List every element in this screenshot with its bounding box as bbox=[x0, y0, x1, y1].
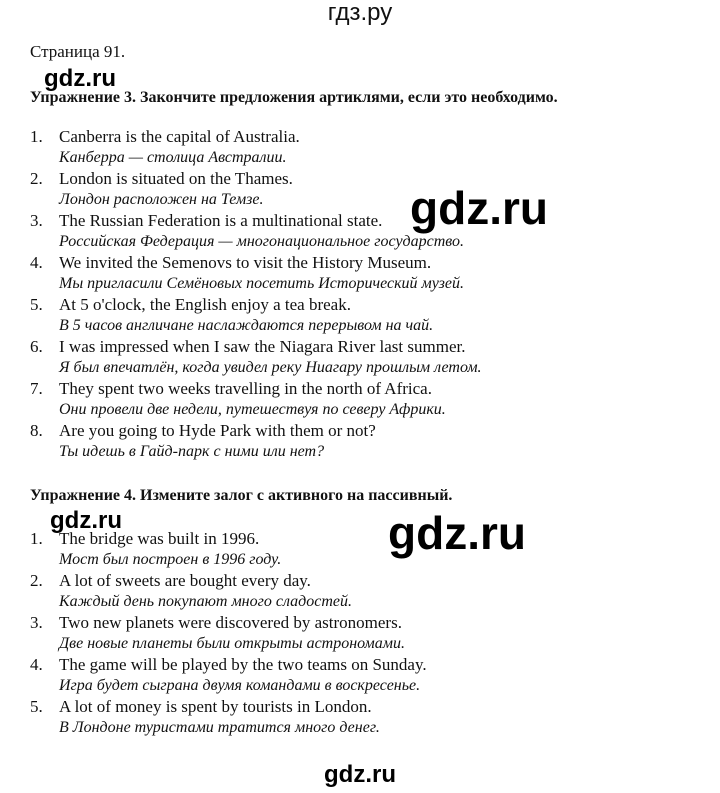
item-english: A lot of sweets are bought every day. bbox=[59, 571, 311, 590]
item-number: 6. bbox=[30, 337, 43, 356]
item-translation: Я был впечатлён, когда увидел реку Ниагару прошлым летом. bbox=[59, 359, 482, 376]
page-label: Страница 91. bbox=[30, 42, 126, 61]
item-translation: Мост был построен в 1996 году. bbox=[59, 551, 282, 568]
watermark-middle-right: gdz.ru bbox=[410, 182, 548, 234]
item-number: 5. bbox=[30, 697, 43, 716]
item-translation: В Лондоне туристами тратится много денег. bbox=[59, 719, 380, 736]
watermark-lower-right: gdz.ru bbox=[388, 507, 526, 559]
item-number: 4. bbox=[30, 655, 43, 674]
site-header: гдз.ру bbox=[327, 0, 393, 26]
item-english: The game will be played by the two teams on Sunday. bbox=[59, 655, 427, 674]
exercise4-heading: Упражнение 4. Измените залог с активного на пассивный. bbox=[30, 487, 453, 504]
item-number: 2. bbox=[30, 571, 43, 590]
item-translation: Игра будет сыграна двумя командами в воскресенье. bbox=[59, 677, 421, 694]
item-english: Two new planets were discovered by astronomers. bbox=[59, 613, 402, 632]
item-translation: Мы пригласили Семёновых посетить Исторический музей. bbox=[59, 275, 464, 292]
item-translation: Две новые планеты были открыты астрономами. bbox=[59, 635, 405, 652]
item-number: 4. bbox=[30, 253, 43, 272]
item-english: London is situated on the Thames. bbox=[59, 169, 293, 188]
watermark-top-left: gdz.ru bbox=[44, 65, 116, 92]
item-english: A lot of money is spent by tourists in London. bbox=[59, 697, 372, 716]
item-english: The Russian Federation is a multinational state. bbox=[59, 211, 383, 230]
item-english: The bridge was built in 1996. bbox=[59, 529, 260, 548]
exercise3-heading: Упражнение 3. Закончите предложения артиклями, если это необходимо. bbox=[30, 89, 558, 106]
item-translation: Они провели две недели, путешествуя по северу Африки. bbox=[59, 401, 446, 418]
item-number: 5. bbox=[30, 295, 43, 314]
item-translation: Российская Федерация — многонациональное государство. bbox=[59, 233, 464, 250]
item-translation: Канберра — столица Австралии. bbox=[59, 149, 287, 166]
item-number: 1. bbox=[30, 127, 43, 146]
item-english: They spent two weeks travelling in the north of Africa. bbox=[59, 379, 432, 398]
item-number: 3. bbox=[30, 613, 43, 632]
item-english: I was impressed when I saw the Niagara River last summer. bbox=[59, 337, 466, 356]
watermark-bottom: gdz.ru bbox=[324, 761, 396, 788]
item-number: 2. bbox=[30, 169, 43, 188]
item-number: 1. bbox=[30, 529, 43, 548]
item-english: At 5 o'clock, the English enjoy a tea break. bbox=[59, 295, 351, 314]
item-english: We invited the Semenovs to visit the History Museum. bbox=[59, 253, 432, 272]
item-number: 7. bbox=[30, 379, 43, 398]
item-english: Are you going to Hyde Park with them or not? bbox=[59, 421, 376, 440]
item-number: 3. bbox=[30, 211, 43, 230]
item-translation: В 5 часов англичане наслаждаются перерывом на чай. bbox=[59, 317, 434, 334]
watermark-left: gdz.ru bbox=[50, 507, 122, 534]
item-translation: Лондон расположен на Темзе. bbox=[59, 191, 264, 208]
item-translation: Каждый день покупают много сладостей. bbox=[59, 593, 352, 610]
item-number: 8. bbox=[30, 421, 43, 440]
item-translation: Ты идешь в Гайд-парк с ними или нет? bbox=[59, 443, 325, 460]
item-english: Canberra is the capital of Australia. bbox=[59, 127, 300, 146]
